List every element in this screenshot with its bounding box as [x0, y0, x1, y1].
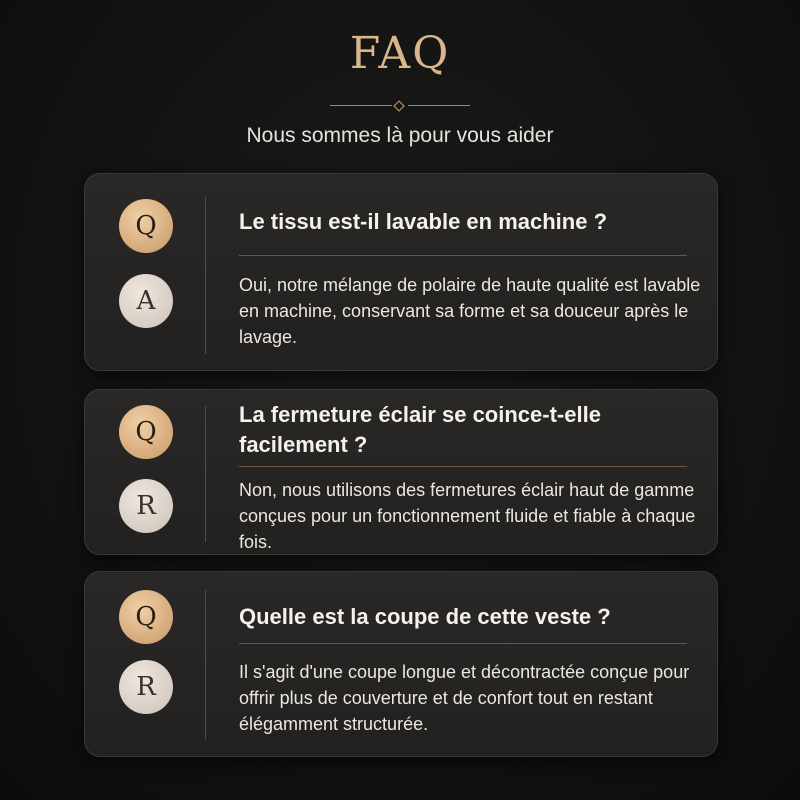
faq-answer: Non, nous utilisons des fermetures éclair haut de gamme conçues pour un fonctionnement fluide et fiable à chaque fois.: [239, 480, 696, 552]
faq-item-1[interactable]: [84, 173, 718, 371]
vertical-divider: [205, 196, 206, 354]
faq-item-2[interactable]: [84, 389, 718, 555]
answer-badge: R: [119, 660, 173, 714]
ornament-divider: [330, 100, 470, 112]
question-underline: [239, 643, 687, 644]
question-badge: Q: [119, 405, 173, 459]
vertical-divider: [205, 590, 206, 740]
question-underline: [239, 466, 687, 467]
divider-line-right: [408, 105, 470, 106]
faq-question: Le tissu est-il lavable en machine ?: [239, 209, 608, 234]
answer-badge: R: [119, 479, 173, 533]
faq-answer: Oui, notre mélange de polaire de haute qualité est lavable en machine, conservant sa forme et sa douceur après le lavage.: [239, 275, 701, 347]
faq-item-3[interactable]: [84, 571, 718, 757]
vertical-divider: [205, 406, 206, 542]
question-badge: Q: [119, 590, 173, 644]
faq-question: La fermeture éclair se coince-t-elle facilement ?: [239, 402, 601, 457]
divider-line-left: [330, 105, 392, 106]
faq-question: Quelle est la coupe de cette veste ?: [239, 604, 611, 629]
answer-badge: A: [119, 274, 173, 328]
question-underline: [239, 255, 687, 256]
faq-answer: Il s'agit d'une coupe longue et décontractée conçue pour offrir plus de couverture et de confort tout en restant élégamment structurée.: [239, 662, 690, 734]
page-subtitle: Nous sommes là pour vous aider: [246, 124, 554, 147]
faq-header: [0, 0, 800, 170]
diamond-icon: [393, 100, 404, 111]
page-title: FAQ: [349, 28, 451, 79]
question-badge: Q: [119, 199, 173, 253]
